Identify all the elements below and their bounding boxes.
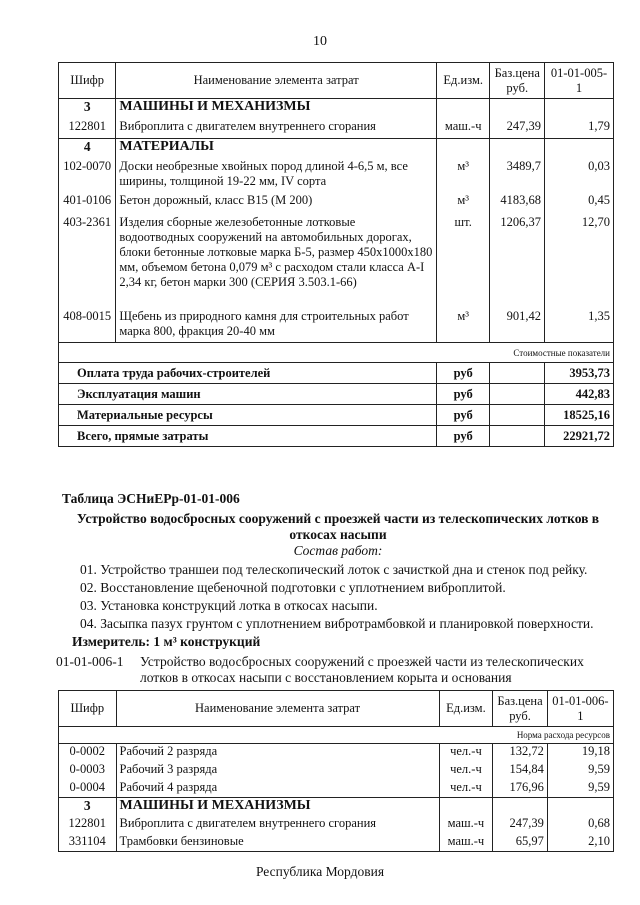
meter-label: Измеритель: 1 м³ конструкций [72,634,261,649]
header-price: Баз.цена руб. [493,691,548,727]
table-row: 403-2361 Изделия сборные железобетонные лотковые водоотводных сооружений на автомобильных дорогах, блоки бетонные лотковые марка Б-5, размер 450х1000х180 мм, объемом бетона 0,079 м³ с расходом стали класса А-I 2,34 кг, бетон марки 300 (СЕРИЯ 3.503.1-66) шт. 1206,37 12,70 [59,215,614,309]
item-text: Устройство водосбросных сооружений с проезжей части из телескопических лотков в откосах насыпи с восстановлением корыта и основания [140,654,584,685]
work-item: 02. Восстановление щебеночной подготовки с уплотнением виброплитой. [80,580,506,595]
table-row: 102-0070 Доски необрезные хвойных пород длиной 4-6,5 м, все ширины, толщиной 19-22 мм, IV сорта м³ 3489,7 0,03 [59,159,614,193]
item-code: 01-01-006-1 [56,654,124,669]
total-row: Материальные ресурсы руб 18525,16 [59,405,614,426]
section-row: 3 МАШИНЫ И МЕХАНИЗМЫ [59,99,614,119]
table-row: 0-0002 Рабочий 2 разряда чел.-ч 132,72 19,18 [59,744,614,762]
table-row: 122801 Виброплита с двигателем внутреннего сгорания маш.-ч 247,39 1,79 [59,119,614,139]
table-row: 0-0004 Рабочий 4 разряда чел.-ч 176,96 9,59 [59,780,614,798]
header-code: Шифр [59,691,117,727]
total-row: Всего, прямые затраты руб 22921,72 [59,426,614,447]
work-item: 01. Устройство траншеи под телескопический лоток с зачисткой дна и стенок под рейку. [80,562,588,577]
cost-caption: Стоимостные показатели [59,343,614,363]
resource-table-1 [58,62,614,447]
composition-heading: Состав работ: [293,543,383,558]
header-unit: Ед.изм. [436,63,490,99]
table-header [59,691,614,727]
page-number: 10 [313,34,327,49]
total-row: Эксплуатация машин руб 442,83 [59,384,614,405]
header-unit: Ед.изм. [439,691,493,727]
work-item: 03. Установка конструкций лотка в откосах насыпи. [80,598,378,613]
header-norm: 01-01-006-1 [547,691,613,727]
cost-caption-row [59,343,614,363]
table-row: 331104 Трамбовки бензиновые маш.-ч 65,97 2,10 [59,834,614,852]
section-row: 3 МАШИНЫ И МЕХАНИЗМЫ [59,798,614,816]
section-row: 4 МАТЕРИАЛЫ [59,139,614,159]
norm-caption: Норма расхода ресурсов [59,727,614,744]
header-name: Наименование элемента затрат [116,63,437,99]
resource-table-2 [58,690,614,852]
header-code: Шифр [59,63,116,99]
header-norm: 01-01-005-1 [545,63,614,99]
header-price: Баз.цена руб. [490,63,545,99]
total-row: Оплата труда рабочих-строителей руб 3953,73 [59,363,614,384]
table-row: 408-0015 Щебень из природного камня для строительных работ марка 800, фракция 20-40 мм м³ 901,42 1,35 [59,309,614,343]
table-label: Таблица ЭСНиЕРр-01-01-006 [62,491,240,506]
work-item: 04. Засыпка пазух грунтом с уплотнением вибротрамбовкой и планировкой поверхности. [80,616,594,631]
table-row: 0-0003 Рабочий 3 разряда чел.-ч 154,84 9,59 [59,762,614,780]
norm-caption-row [59,727,614,744]
table-row: 122801 Виброплита с двигателем внутреннего сгорания маш.-ч 247,39 0,68 [59,816,614,834]
table-row: 401-0106 Бетон дорожный, класс В15 (М 200) м³ 4183,68 0,45 [59,193,614,215]
header-name: Наименование элемента затрат [116,691,439,727]
footer-region: Республика Мордовия [255,864,385,879]
section-title: Устройство водосбросных сооружений с проезжей части из телескопических лотков в откосах насыпи [76,511,600,542]
table-header [59,63,614,99]
